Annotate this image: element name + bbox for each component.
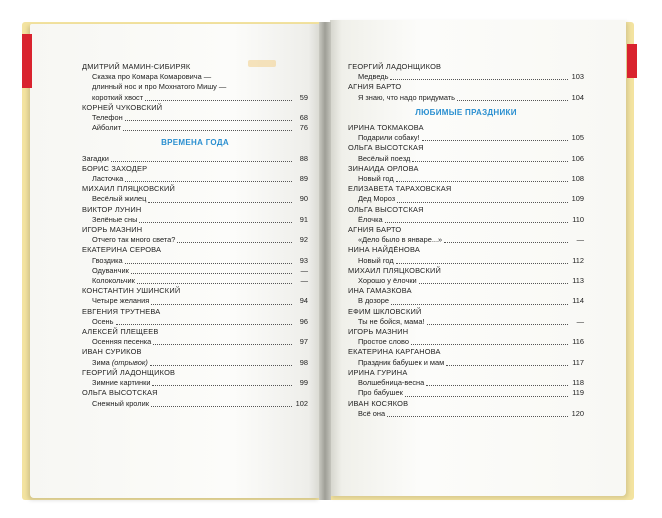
toc-entry-title: Ласточка — [92, 174, 124, 184]
toc-entry — [82, 399, 308, 409]
toc-author: ИГОРЬ МАЗНИН — [82, 225, 143, 235]
toc-author: ОЛЬГА ВЫСОТСКАЯ — [348, 143, 424, 153]
toc-entry-title: Гвоздика — [92, 255, 123, 265]
toc-page-number: 116 — [572, 337, 584, 347]
toc-leader-dots — [405, 396, 568, 397]
toc-entry — [82, 93, 308, 103]
toc-page-number: 76 — [299, 123, 308, 133]
toc-page-number: 92 — [299, 235, 308, 245]
toc-entry-title: Одуванчик — [92, 265, 129, 275]
toc-page-number: 103 — [571, 72, 584, 82]
toc-author: НИНА НАЙДЁНОВА — [348, 245, 420, 255]
toc-page-number: 99 — [299, 378, 308, 388]
toc-page-number: 88 — [299, 153, 308, 163]
toc-entry-title: Четыре желания — [92, 296, 150, 306]
toc-entry-title: Отчего так много света? — [92, 235, 176, 245]
toc-title-line: длинный нос и про Мохнатого Мишу — — [92, 82, 227, 92]
toc-author: ЗИНАИДА ОРЛОВА — [348, 163, 419, 173]
toc-page-number: 113 — [572, 276, 584, 286]
section-heading: ЛЮБИМЫЕ ПРАЗДНИКИ — [415, 107, 517, 117]
toc-page-number: 68 — [299, 113, 308, 123]
toc-entry-title: Волшебница-весна — [358, 378, 425, 388]
toc-author: ОЛЬГА ВЫСОТСКАЯ — [348, 204, 424, 214]
toc-entry-title: Всё она — [358, 408, 386, 418]
toc-entry — [348, 337, 584, 347]
toc-author: ИРИНА ГУРИНА — [348, 367, 408, 377]
toc-entry — [82, 296, 308, 306]
toc-entry — [82, 276, 308, 286]
toc-author: ОЛЬГА ВЫСОТСКАЯ — [82, 388, 158, 398]
toc-page-number: 117 — [572, 357, 584, 367]
toc-entry-title: Загадки — [82, 153, 109, 163]
red-tab-right — [627, 44, 637, 78]
toc-entry — [82, 154, 308, 164]
toc-page-number: 114 — [572, 296, 584, 306]
toc-leader-dots — [125, 263, 292, 264]
toc-page-number: 96 — [299, 316, 308, 326]
toc-author: ИВАН КОСЯКОВ — [348, 398, 409, 408]
toc-entry-title: Подарили собаку! — [358, 133, 420, 143]
toc-page-number: 94 — [299, 296, 308, 306]
toc-entry — [348, 378, 584, 388]
toc-author: ГЕОРГИЙ ЛАДОНЩИКОВ — [348, 62, 442, 71]
toc-author: ГЕОРГИЙ ЛАДОНЩИКОВ — [82, 367, 176, 377]
toc-entry-title: Хорошо у ёлочки — [358, 276, 417, 286]
book-spine — [319, 22, 331, 500]
toc-author: ЕКАТЕРИНА КАРГАНОВА — [348, 347, 441, 357]
toc-entry-title: Осень — [92, 316, 114, 326]
toc-author: ДМИТРИЙ МАМИН-СИБИРЯК — [82, 62, 191, 71]
toc-entry — [82, 378, 308, 388]
toc-entry-title: Медведь — [358, 72, 389, 82]
section-heading: ВРЕМЕНА ГОДА — [161, 138, 229, 148]
toc-entry — [82, 358, 308, 368]
right-toc-column — [348, 62, 584, 419]
toc-page-number: 105 — [571, 133, 584, 143]
toc-page-number: 91 — [299, 214, 308, 224]
toc-entry-title: Телефон — [92, 113, 123, 123]
toc-entry-title: Зима (отрывок) — [92, 357, 148, 367]
toc-entry-title: В дозоре — [358, 296, 389, 306]
toc-page-number: 106 — [571, 153, 584, 163]
toc-leader-dots — [419, 283, 568, 284]
toc-entry — [82, 123, 308, 133]
toc-author: ИВАН СУРИКОВ — [82, 347, 142, 357]
toc-entry — [82, 235, 308, 245]
toc-leader-dots — [411, 344, 568, 345]
toc-page-number: 120 — [571, 408, 584, 418]
toc-leader-dots — [444, 242, 568, 243]
toc-page-number: — — [576, 235, 584, 245]
toc-leader-dots — [150, 365, 292, 366]
toc-entry-title: Весёлый поезд — [358, 153, 411, 163]
toc-entry-title: Простое слово — [358, 337, 409, 347]
toc-page-number: 97 — [299, 337, 308, 347]
toc-entry — [82, 194, 308, 204]
toc-leader-dots — [427, 324, 568, 325]
toc-leader-dots — [412, 161, 568, 162]
toc-leader-dots — [457, 100, 568, 101]
toc-author: ИРИНА ТОКМАКОВА — [348, 123, 424, 133]
toc-leader-dots — [446, 365, 568, 366]
toc-page-number: — — [300, 265, 308, 275]
toc-entry — [82, 317, 308, 327]
toc-entry — [82, 266, 308, 276]
toc-page-number: 109 — [571, 194, 584, 204]
toc-leader-dots — [177, 242, 292, 243]
toc-entry-title: Про бабушек — [358, 388, 403, 398]
toc-entry — [348, 317, 584, 327]
toc-author: ИНА ГАМАЗКОВА — [348, 286, 412, 296]
toc-leader-dots — [396, 181, 568, 182]
toc-entry — [348, 72, 584, 82]
toc-entry — [348, 358, 584, 368]
toc-leader-dots — [123, 130, 292, 131]
toc-entry — [348, 215, 584, 225]
toc-author: ЕВГЕНИЯ ТРУТНЕВА — [82, 306, 161, 316]
toc-entry — [82, 337, 308, 347]
toc-leader-dots — [139, 222, 292, 223]
toc-leader-dots — [151, 304, 292, 305]
toc-page-number: 108 — [571, 174, 584, 184]
toc-entry — [348, 235, 584, 245]
toc-entry — [82, 256, 308, 266]
toc-title-line: Сказка про Комара Комаровича — — [92, 72, 212, 82]
toc-entry-title: Айболит — [92, 123, 122, 133]
toc-entry — [348, 256, 584, 266]
toc-author: КОРНЕЙ ЧУКОВСКИЙ — [82, 102, 163, 112]
toc-entry-title: «Дело было в январе...» — [358, 235, 443, 245]
toc-leader-dots — [151, 406, 292, 407]
toc-page-number: — — [300, 276, 308, 286]
toc-entry-title: Дед Мороз — [358, 194, 396, 204]
toc-leader-dots — [125, 181, 292, 182]
toc-entry-title: Ты не бойся, мама! — [358, 316, 425, 326]
toc-author: ЕЛИЗАВЕТА ТАРАХОВСКАЯ — [348, 184, 452, 194]
toc-entry-title: Осенняя песенка — [92, 337, 152, 347]
toc-leader-dots — [145, 100, 292, 101]
toc-page-number: 118 — [572, 378, 584, 388]
toc-author: МИХАИЛ ПЛЯЦКОВСКИЙ — [82, 184, 176, 194]
toc-page-number: 112 — [572, 255, 584, 265]
toc-leader-dots — [111, 161, 292, 162]
toc-leader-dots — [396, 263, 568, 264]
toc-entry-title: Зимние картинки — [92, 378, 151, 388]
toc-entry — [348, 154, 584, 164]
toc-author: ИГОРЬ МАЗНИН — [348, 327, 409, 337]
toc-entry — [348, 409, 584, 419]
toc-author: АГНИЯ БАРТО — [348, 225, 402, 235]
toc-entry — [348, 93, 584, 103]
toc-page-number: 59 — [299, 92, 308, 102]
toc-entry — [348, 174, 584, 184]
toc-leader-dots — [148, 202, 292, 203]
toc-leader-dots — [131, 273, 292, 274]
toc-page-number: 102 — [295, 398, 308, 408]
toc-page-number: — — [576, 316, 584, 326]
toc-entry-title: Зелёные сны — [92, 214, 138, 224]
toc-author: ВИКТОР ЛУНИН — [82, 204, 142, 214]
toc-author: ЕФИМ ШКЛОВСКИЙ — [348, 306, 422, 316]
toc-entry-title: Снежный кролик — [92, 398, 149, 408]
toc-page-number: 104 — [571, 92, 584, 102]
toc-leader-dots — [390, 79, 568, 80]
left-toc-column — [82, 62, 308, 409]
toc-entry — [348, 194, 584, 204]
toc-leader-dots — [152, 385, 292, 386]
toc-entry-title: Я знаю, что надо придумать — [358, 92, 456, 102]
toc-page-number: 90 — [299, 194, 308, 204]
toc-author: БОРИС ЗАХОДЕР — [82, 163, 148, 173]
toc-page-number: 93 — [299, 255, 308, 265]
toc-entry-title: Весёлый жилец — [92, 194, 147, 204]
toc-entry — [348, 276, 584, 286]
toc-entry — [348, 133, 584, 143]
toc-leader-dots — [116, 324, 293, 325]
toc-entry — [348, 388, 584, 398]
toc-author: АГНИЯ БАРТО — [348, 82, 402, 92]
toc-page-number: 89 — [299, 174, 308, 184]
toc-entry-title: Колокольчик — [92, 276, 135, 286]
toc-author: КОНСТАНТИН УШИНСКИЙ — [82, 286, 181, 296]
toc-entry-title: Праздник бабушек и мам — [358, 357, 445, 367]
toc-entry — [82, 174, 308, 184]
toc-page-number: 110 — [572, 214, 584, 224]
toc-entry — [348, 296, 584, 306]
toc-entry-title: Новый год — [358, 255, 394, 265]
toc-page-number: 119 — [572, 388, 584, 398]
toc-leader-dots — [385, 222, 568, 223]
red-tab-left — [22, 34, 32, 88]
toc-author: ЕКАТЕРИНА СЕРОВА — [82, 245, 162, 255]
toc-entry — [82, 113, 308, 123]
toc-entry-note: (отрывок) — [111, 357, 148, 367]
toc-leader-dots — [387, 416, 568, 417]
toc-author: АЛЕКСЕЙ ПЛЕЩЕЕВ — [82, 327, 159, 337]
toc-leader-dots — [153, 344, 292, 345]
toc-entry-title: короткий хвост — [92, 92, 144, 102]
toc-leader-dots — [426, 385, 568, 386]
toc-leader-dots — [391, 304, 568, 305]
toc-leader-dots — [125, 120, 292, 121]
toc-entry — [82, 215, 308, 225]
toc-page-number: 98 — [299, 357, 308, 367]
toc-leader-dots — [137, 283, 292, 284]
toc-entry-title: Ёлочка — [358, 214, 383, 224]
toc-entry-title: Новый год — [358, 174, 394, 184]
toc-leader-dots — [422, 140, 568, 141]
toc-author: МИХАИЛ ПЛЯЦКОВСКИЙ — [348, 265, 442, 275]
toc-leader-dots — [397, 202, 568, 203]
